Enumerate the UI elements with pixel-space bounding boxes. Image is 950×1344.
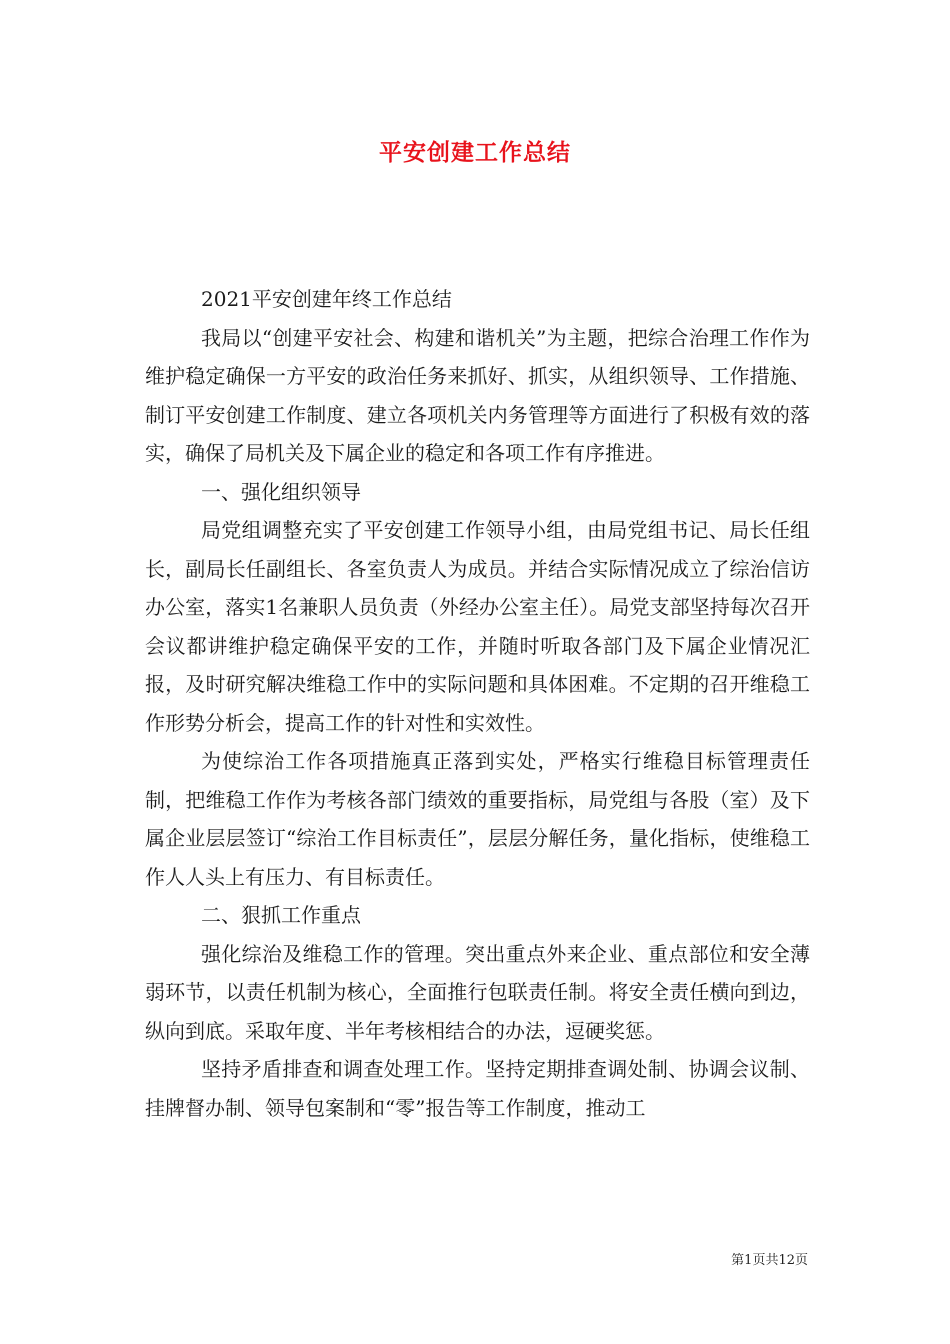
document-title: 平安创建工作总结 — [379, 139, 571, 166]
paragraph-leadership: 局党组调整充实了平安创建工作领导小组，由局党组书记、局长任组长，副局长任副组长、各室负责人为成员。并结合实际情况成立了综治信访办公室，落实1名兼职人员负责（外经办公室主任）。局党支部坚持每次召开会议都讲维护稳定确保平安的工作，并随时听取各部门及下属企业情况汇报，及时研究解决维稳工作中的实际问题和具体困难。不定期的召开维稳工作形势分析会，提高工作的针对性和实效性。 — [145, 518, 810, 735]
paragraph-management: 强化综治及维稳工作的管理。突出重点外来企业、重点部位和安全薄弱环节，以责任机制为核心，全面推行包联责任制。将安全责任横向到边，纵向到底。采取年度、半年考核相结合的办法，逗硬奖惩。 — [145, 941, 810, 1043]
section-heading-1: 一、强化组织领导 — [201, 479, 361, 504]
section-heading-2: 二、狠抓工作重点 — [201, 903, 361, 927]
paragraph-responsibility: 为使综治工作各项措施真正落到实处，严格实行维稳目标管理责任制，把维稳工作作为考核各部门绩效的重要指标，局党组与各股（室）及下属企业层层签订“综治工作目标责任”，层层分解任务，量化指标，使维稳工作人人头上有压力、有目标责任。 — [145, 749, 810, 889]
subtitle-paragraph: 2021平安创建年终工作总结 — [201, 287, 452, 311]
document-body — [145, 280, 810, 1127]
page-number: 第1页共12页 — [731, 1253, 808, 1268]
paragraph-dispute-handling: 坚持矛盾排查和调查处理工作。坚持定期排查调处制、协调会议制、挂牌督办制、领导包案制和“零”报告等工作制度，推动工 — [145, 1057, 810, 1120]
intro-paragraph: 我局以“创建平安社会、构建和谐机关”为主题，把综合治理工作作为维护稳定确保一方平安的政治任务来抓好、抓实，从组织领导、工作措施、制订平安创建工作制度、建立各项机关内务管理等方面进行了积极有效的落实，确保了局机关及下属企业的稳定和各项工作有序推进。 — [145, 325, 810, 465]
